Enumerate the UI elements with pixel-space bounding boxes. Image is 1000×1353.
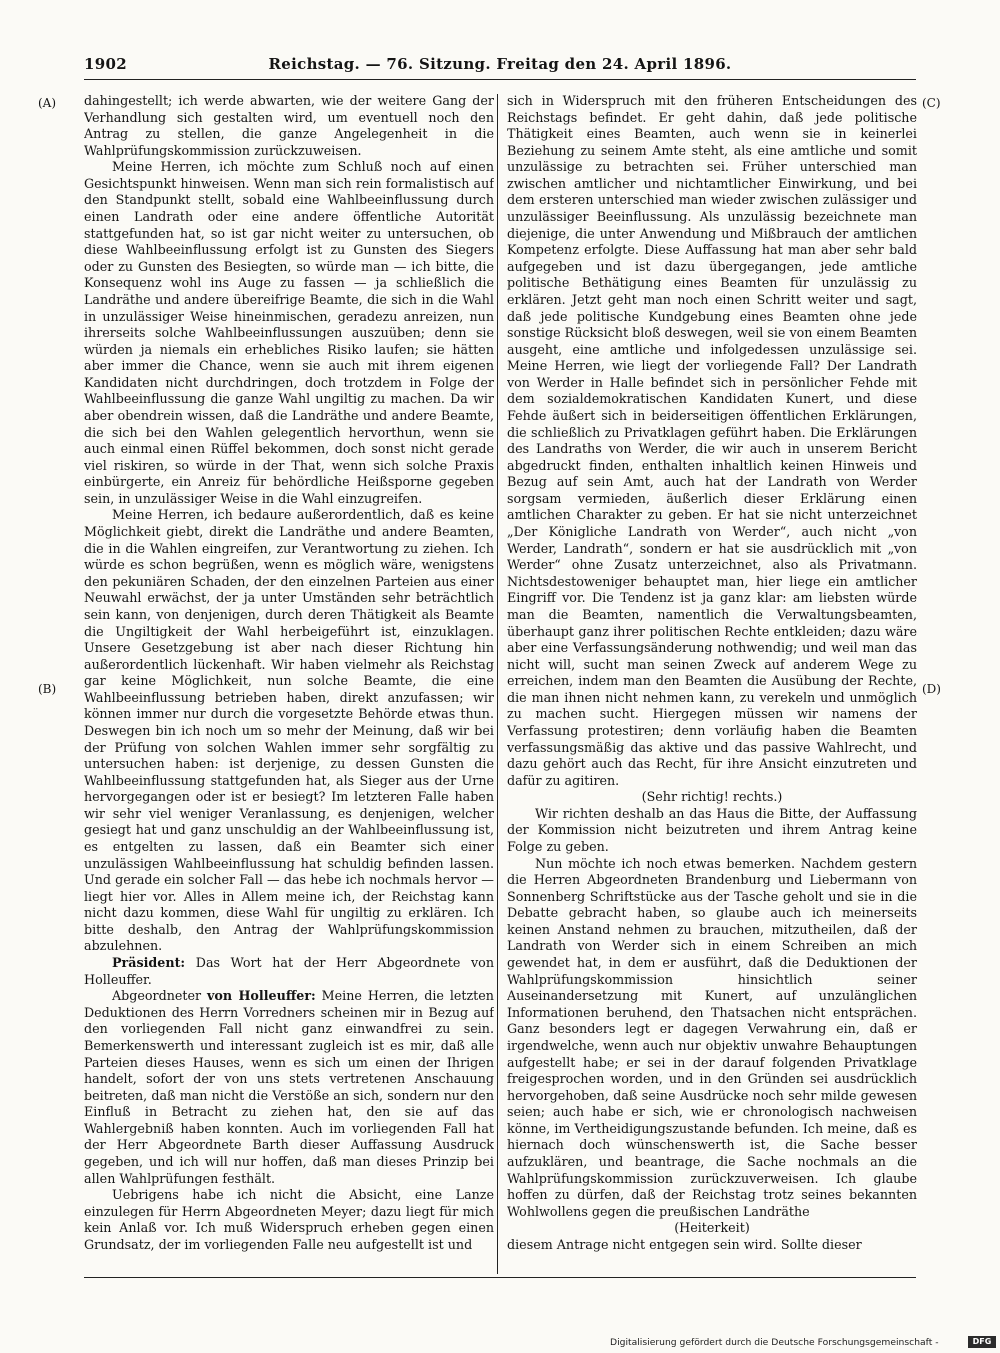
margin-marker-a: (A) bbox=[38, 96, 57, 110]
interjection: (Sehr richtig! rechts.) bbox=[641, 789, 783, 805]
remark-text: Das Wort hat der Herr Abgeordnete von Holleuffer. bbox=[84, 955, 494, 987]
dfg-logo: DFG bbox=[968, 1336, 996, 1348]
paragraph: diesem Antrage nicht entgegen sein wird. Sollte dieser bbox=[507, 1236, 862, 1252]
speech-text: Meine Herren, die letzten Deduktionen des Herrn Vorredners scheinen mir in Bezug auf den vorliegenden Fall nicht ganz einwandfrei zu sein. Bemerkenswerth und interessant zugleich ist es mir, daß alle Parteien dieses Hauses, wenn es sich um einen der Ihrigen handelt, sofort der von uns stets vertretenen Anschauung beitreten, daß man nicht die Verstöße an sich, sondern nur den Einfluß in Betracht zu ziehen hat, den sie auf das Wahlergebniß haben konnten. Auch im vorliegenden Fall hat der Herr Abgeordnete Barth dieser Auffassung Ausdruck gegeben, und ich will nur hoffen, daß man dieses Prinzip bei allen Wahlprüfungen festhält. bbox=[84, 988, 494, 1186]
footer bbox=[610, 1336, 1000, 1350]
paragraph: Meine Herren, ich möchte zum Schluß noch auf einen Gesichtspunkt hinweisen. Wenn man sich rein formalistisch auf den Standpunkt stellt, sobald eine Wahlbeeinflussung durch einen Landrath oder eine andere öffentliche Autorität stattgefunden hat, so ist gar nicht weiter zu untersuchen, ob diese Wahlbeeinflussung erfolgt ist zu Gunsten des Siegers oder zu Gunsten des Besiegten, so würde man — ich bitte, die Konsequenz wohl ins Auge zu fassen — ja schließlich die Landräthe und andere übereifrige Beamte, die sich in die Wahl in unzulässiger Weise hineinmischen, geradezu anreizen, nun ihrerseits solche Wahlbeeinflussungen auszuüben; denn sie würden ja niemals ein erhebliches Risiko laufen; sie hätten aber immer die Chance, wenn sie auch mit ihrem eigenen Kandidaten nicht durchdringen, doch trotzdem in Folge der Wahlbeeinflussung die ganze Wahl ungiltig zu machen. Da wir aber obendrein wissen, daß die Landräthe und andere Beamte, die sich bei den Wahlen gelegentlich hervorthun, wenn sie auch einmal einen Rüffel bekommen, doch sonst nicht gerade viel riskiren, so würde in der That, wenn sich solche Praxis einbürgerte, ein Anreiz für behördliche Heißsporne gegeben sein, in unzulässiger Weise in die Wahl einzugreifen. bbox=[84, 159, 494, 506]
speaker-label: Präsident: bbox=[112, 955, 186, 971]
president-remark bbox=[84, 955, 494, 988]
margin-marker-b: (B) bbox=[38, 682, 57, 696]
paragraph: Nun möchte ich noch etwas bemerken. Nachdem gestern die Herren Abgeordneten Brandenburg und Liebermann von Sonnenberg Schriftstücke aus der Tasche geholt und sie in die Debatte gebracht haben, so glaube auch ich meinerseits keinen Anstand nehmen zu brauchen, mitzutheilen, daß der Landrath von Werder sich in einem Schreiben an mich gewendet hat, in dem er ausführt, daß die Deduktionen der Wahlprüfungskommission hinsichtlich seiner Auseinandersetzung mit Kunert, auf unzulänglichen Informationen beruhend, den Thatsachen nicht entsprächen. Ganz besonders legt er dagegen Verwahrung ein, daß er irgendwelche, wenn auch nur objektiv unwahre Behauptungen aufgestellt habe; er sei in der darauf folgenden Privatklage freigesprochen worden, und in den Gründen sei ausdrücklich hervorgehoben, daß seine Ausdrücke noch sehr milde gewesen seien; auch habe er sich, wie er chronologisch nachweisen könne, im Vertheidigungszustande befunden. Ich meine, daß es hiernach doch wünschenswerth ist, die Sache besser aufzuklären, und beantrage, die Sache nochmals an die Wahlprüfungskommission zurückzuverweisen. Ich glaube hoffen zu dürfen, daß der Reichstag trotz seines bekannten Wohlwollens gegen die preußischen Landräthe bbox=[507, 855, 917, 1219]
paragraph: Meine Herren, ich bedaure außerordentlich, daß es keine Möglichkeit giebt, direkt die Landräthe und andere Beamten, die in die Wahlen eingreifen, zur Verantwortung zu ziehen. Ich würde es schon begrüßen, wenn es möglich wäre, wenigstens den pekuniären Schaden, der den einzelnen Parteien aus einer Neuwahl erwächst, der ja unter Umständen sehr beträchtlich sein kann, von denjenigen, durch deren Thätigkeit als Beamte die Ungiltigkeit der Wahl herbeigeführt ist, einzuklagen. Unsere Gesetzgebung ist aber nach dieser Richtung hin außerordentlich lückenhaft. Wir haben vielmehr als Reichstag gar keine Möglichkeit, nun solche Beamte, die eine Wahlbeeinflussung betrieben haben, direkt anzufassen; wir können immer nur durch die vorgesetzte Behörde etwas thun. Deswegen bin ich noch um so mehr der Meinung, daß wir bei der Prüfung von solchen Wahlen immer sehr sorgfältig zu untersuchen haben: ist derjenige, zu dessen Gunsten die Wahlbeeinflussung stattgefunden hat, als Sieger aus der Urne hervorgegangen oder ist er besiegt? Im letzteren Falle haben wir sehr viel weniger Veranlassung, es denjenigen, welcher gesiegt hat und ganz unschuldig an der Wahlbeeinflussung ist, es entgelten zu lassen, daß ein Beamter sich einer unzulässigen Wahlbeeinflussung hat schuldig befinden lassen. Und gerade ein solcher Fall — das hebe ich nochmals hervor — liegt hier vor. Alles in Allem meine ich, der Reichstag kann nicht dazu kommen, diese Wahl für ungiltig zu erklären. Ich bitte deshalb, den Antrag der Wahlprüfungskommission abzulehnen. bbox=[84, 507, 494, 954]
speaker-name: von Holleuffer: bbox=[207, 988, 316, 1004]
right-column bbox=[507, 93, 917, 1273]
margin-marker-d: (D) bbox=[922, 682, 941, 696]
margin-marker-c: (C) bbox=[922, 96, 941, 110]
speech-paragraph bbox=[84, 988, 494, 1187]
left-column bbox=[84, 93, 494, 1273]
page-number: 1902 bbox=[84, 55, 127, 73]
running-head: Reichstag. — 76. Sitzung. Freitag den 24. April 1896. bbox=[268, 55, 732, 73]
paragraph: dahingestellt; ich werde abwarten, wie der weitere Gang der Verhandlung sich gestalten wird, um eventuell noch den Antrag zu stellen, die ganze Angelegenheit in die Wahlprüfungskommission zurückzuweisen. bbox=[84, 93, 494, 158]
speaker-prefix: Abgeordneter bbox=[112, 988, 202, 1004]
bottom-rule bbox=[84, 1277, 916, 1278]
footer-text: Digitalisierung gefördert durch die Deutsche Forschungsgemeinschaft - bbox=[610, 1337, 939, 1348]
paragraph: Uebrigens habe ich nicht die Absicht, eine Lanze einzulegen für Herrn Abgeordneten Meyer; dazu liegt für mich kein Anlaß vor. Ich muß Widerspruch erheben gegen einen Grundsatz, der im vorliegenden Falle neu aufgestellt ist und bbox=[84, 1187, 494, 1252]
paragraph: Wir richten deshalb an das Haus die Bitte, der Auffassung der Kommission nicht beizutreten und ihrem Antrag keine Folge zu geben. bbox=[507, 805, 917, 855]
header-rule bbox=[84, 79, 916, 80]
interjection: (Heiterkeit) bbox=[674, 1220, 750, 1236]
column-divider bbox=[497, 94, 498, 1274]
paragraph: sich in Widerspruch mit den früheren Entscheidungen des Reichstags befindet. Er geht dahin, daß jede politische Thätigkeit eines Beamten, auch wenn sie in keinerlei Beziehung zu seinem Amte steht, als eine amtliche und somit unzulässige zu betrachten sei. Früher unterschied man zwischen amtlicher und nichtamtlicher Einwirkung, und bei dem ersteren unterschied man wieder zwischen zulässiger und unzulässiger Beeinflussung. Als unzulässig bezeichnete man diejenige, die unter Anwendung und Mißbrauch der amtlichen Kompetenz erfolgte. Diese Auffassung hat man aber sehr bald aufgegeben und ist dazu übergegangen, jede amtliche politische Bethätigung eines Beamten für unzulässig zu erklären. Jetzt geht man noch einen Schritt weiter und sagt, daß jede politische Kundgebung eines Beamten ohne jede sonstige Rücksicht bloß deswegen, weil sie von einem Beamten ausgeht, eine amtliche und infolgedessen unzulässige sei. Meine Herren, wie liegt der vorliegende Fall? Der Landrath von Werder in Halle befindet sich in persönlicher Fehde mit dem sozialdemokratischen Kandidaten Kunert, und diese Fehde äußert sich in beiderseitigen öffentlichen Erklärungen, die schließlich zu Privatklagen geführt haben. Die Erklärungen des Landraths von Werder, die wir auch in unserem Bericht abgedruckt finden, enthalten inhaltlich keinen Hinweis und Bezug auf sein Amt, auch hat der Landrath von Werder sorgsam vermieden, äußerlich dieser Erklärung einen amtlichen Charakter zu geben. Er hat sie nicht unterzeichnet „Der Königliche Landrath von Werder“, auch nicht „von Werder, Landrath“, sondern er hat sie ausdrücklich mit „von Werder“ ohne Zusatz unterzeichnet, also als Privatmann. Nichtsdestoweniger behauptet man, hier liege ein amtlicher Eingriff vor. Die Tendenz ist ja ganz klar: am liebsten würde man die Beamten, namentlich die Verwaltungsbeamten, überhaupt ganz ihrer politischen Rechte entkleiden; dazu wäre aber eine Verfassungsänderung nothwendig; und weil man das nicht will, sucht man seinen Zweck auf anderem Wege zu erreichen, indem man den Beamten die Ausübung der Rechte, die man ihnen nicht nehmen kann, zu verekeln und unmöglich zu machen sucht. Hiergegen müssen wir namens der Verfassung protestiren; denn vorläufig haben die Beamten verfassungsmäßig das aktive und das passive Wahlrecht, und dazu gehört auch das Recht, für ihre Ansicht einzutreten und dafür zu agitiren. bbox=[507, 93, 917, 788]
page-header bbox=[84, 53, 916, 77]
